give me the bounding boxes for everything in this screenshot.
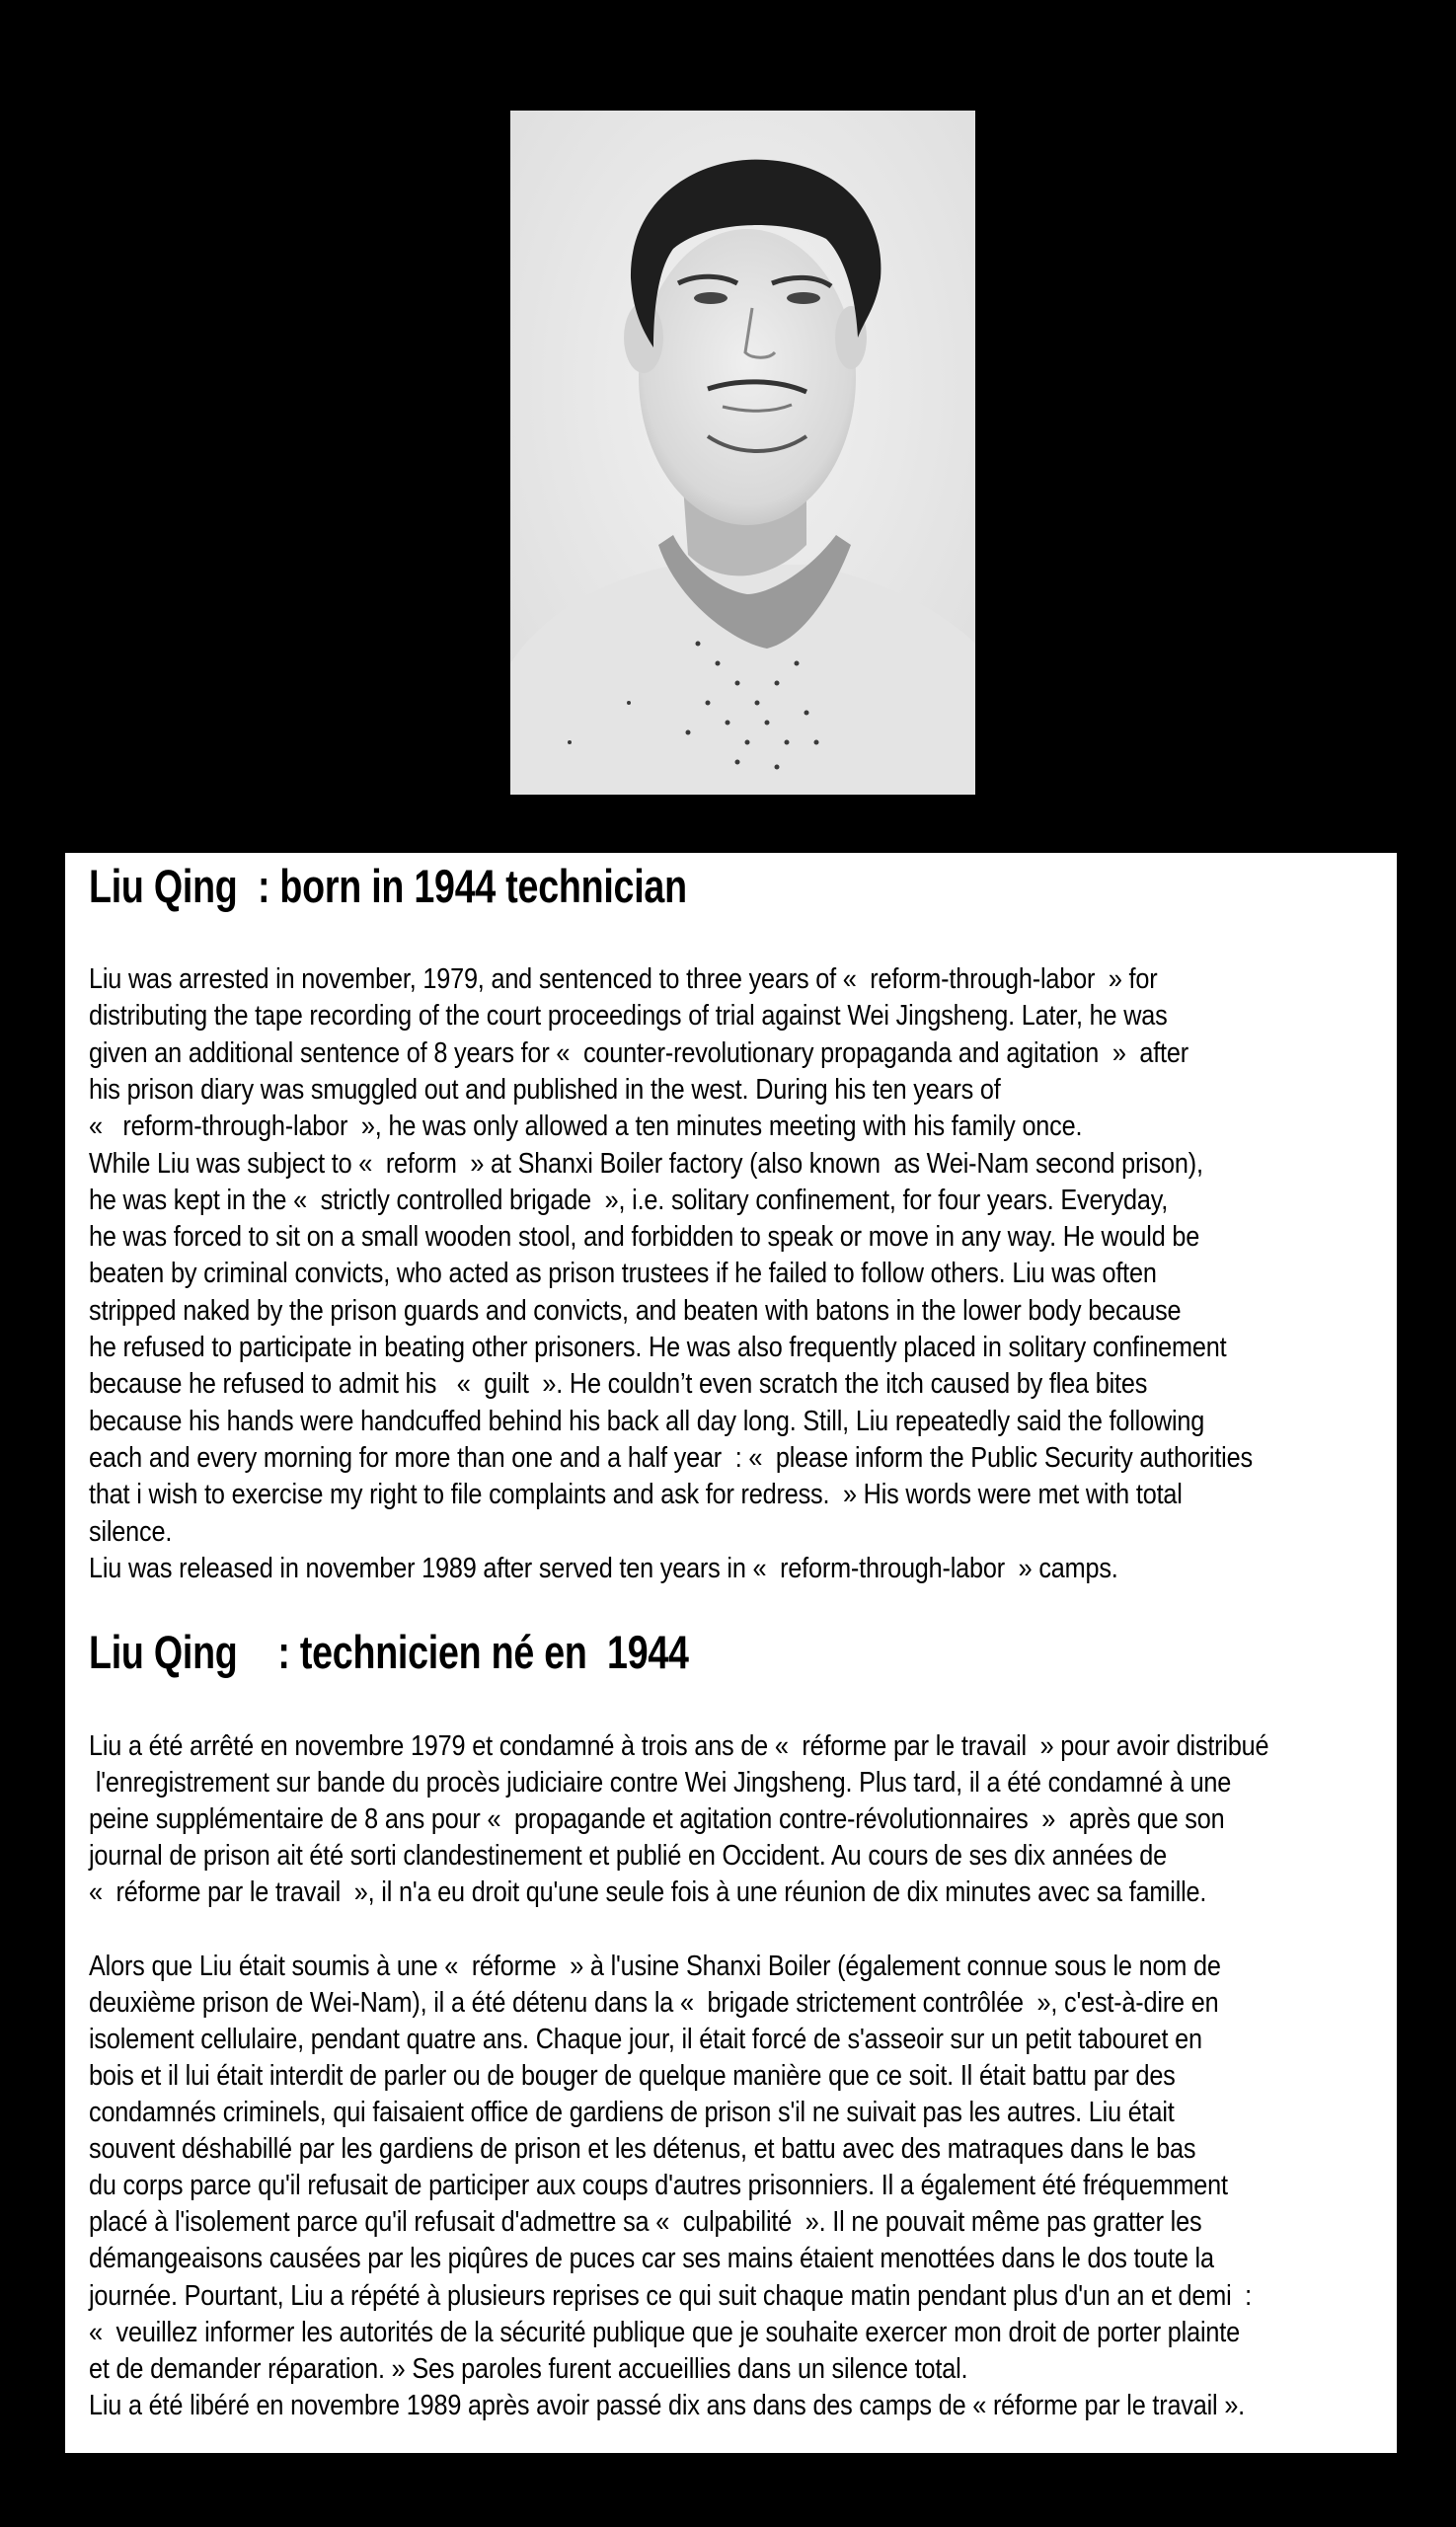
text-line: souvent déshabillé par les gardiens de prison et les détenus, et battu avec des matraques dans le bas	[89, 2133, 1196, 2166]
french-title: Liu Qing : technicien né en 1944	[89, 1626, 689, 1678]
text-line: « veuillez informer les autorités de la sécurité publique que je souhaite exercer mon droit de porter plainte	[89, 2316, 1240, 2348]
text-line: because he refused to admit his « guilt ». He couldn’t even scratch the itch caused by flea bites	[89, 1368, 1148, 1401]
text-line: journée. Pourtant, Liu a répété à plusieurs reprises ce qui suit chaque matin pendant plus d'un an et demi :	[89, 2279, 1253, 2312]
text-line: each and every morning for more than one and a half year : « please inform the Public Security authorities	[89, 1441, 1253, 1474]
text-line: he refused to participate in beating other prisoners. He was also frequently placed in solitary confinement	[89, 1332, 1227, 1363]
text-line: Liu a été arrêté en novembre 1979 et condamné à trois ans de « réforme par le travail » pour avoir distribué	[89, 1730, 1269, 1762]
text-line: beaten by criminal convicts, who acted as prison trustees if he failed to follow others. Liu was often	[89, 1258, 1157, 1290]
text-line: his prison diary was smuggled out and published in the west. During his ten years of	[89, 1073, 1001, 1106]
text-line: Liu was arrested in november, 1979, and sentenced to three years of « reform-through-labor » for	[89, 963, 1158, 995]
text-line: deuxième prison de Wei-Nam), il a été détenu dans la « brigade strictement contrôlée », c'est-à-dire en	[89, 1986, 1219, 2019]
text-line: peine supplémentaire de 8 ans pour « propagande et agitation contre-révolutionnaires » après que son	[89, 1803, 1225, 1836]
text-line: because his hands were handcuffed behind his back all day long. Still, Liu repeatedly said the following	[89, 1405, 1205, 1437]
text-line: isolement cellulaire, pendant quatre ans. Chaque jour, il était forcé de s'asseoir sur un petit tabouret en	[89, 2023, 1202, 2055]
text-line: given an additional sentence of 8 years for « counter-revolutionary propaganda and agitation » after	[89, 1036, 1188, 1069]
portrait-image	[510, 111, 975, 795]
text-line: l'enregistrement sur bande du procès judiciaire contre Wei Jingsheng. Plus tard, il a été condamné à une	[89, 1767, 1232, 1800]
portrait-photo	[510, 111, 975, 795]
text-line: stripped naked by the prison guards and convicts, and beaten with batons in the lower body because	[89, 1294, 1182, 1327]
text-line: that i wish to exercise my right to file complaints and ask for redress. » His words were met with total	[89, 1479, 1183, 1511]
text-line: While Liu was subject to « reform » at Shanxi Boiler factory (also known as Wei-Nam second prison),	[89, 1147, 1203, 1180]
text-line: silence.	[89, 1515, 173, 1548]
text-line: Alors que Liu était soumis à une « réforme » à l'usine Shanxi Boiler (également connue sous le nom de	[89, 1950, 1221, 1982]
text-line: distributing the tape recording of the court proceedings of trial against Wei Jingsheng. Later, he was	[89, 1000, 1168, 1033]
text-line: journal de prison ait été sorti clandestinement et publié en Occident. Au cours de ses dix années de	[89, 1840, 1167, 1873]
biography-panel	[65, 853, 1397, 2453]
text-line: Liu was released in november 1989 after served ten years in « reform-through-labor » camps.	[89, 1552, 1118, 1584]
text-line: he was kept in the « strictly controlled brigade », i.e. solitary confinement, for four years. Everyday,	[89, 1184, 1169, 1216]
text-line: et de demander réparation. » Ses paroles furent accueillies dans un silence total.	[89, 2352, 968, 2385]
english-title: Liu Qing : born in 1944 technician	[89, 860, 687, 912]
text-line: Liu a été libéré en novembre 1989 après avoir passé dix ans dans des camps de « réforme par le travail ».	[89, 2389, 1246, 2421]
text-line: du corps parce qu'il refusait de participer aux coups d'autres prisonniers. Il a également été fréquemment	[89, 2170, 1228, 2202]
text-line: démangeaisons causées par les piqûres de puces car ses mains étaient menottées dans le dos toute la	[89, 2243, 1214, 2275]
text-line: condamnés criminels, qui faisaient office de gardiens de prison s'il ne suivait pas les autres. Liu était	[89, 2097, 1175, 2128]
text-line: he was forced to sit on a small wooden stool, and forbidden to speak or move in any way. He would be	[89, 1221, 1200, 1254]
text-line: « réforme par le travail », il n'a eu droit qu'une seule fois à une réunion de dix minutes avec sa famille.	[89, 1876, 1207, 1909]
text-line: bois et il lui était interdit de parler ou de bouger de quelque manière que ce soit. Il était battu par des	[89, 2059, 1176, 2092]
text-line: placé à l'isolement parce qu'il refusait d'admettre sa « culpabilité ». Il ne pouvait même pas gratter les	[89, 2206, 1202, 2239]
text-line: « reform-through-labor », he was only allowed a ten minutes meeting with his family once.	[89, 1110, 1083, 1143]
